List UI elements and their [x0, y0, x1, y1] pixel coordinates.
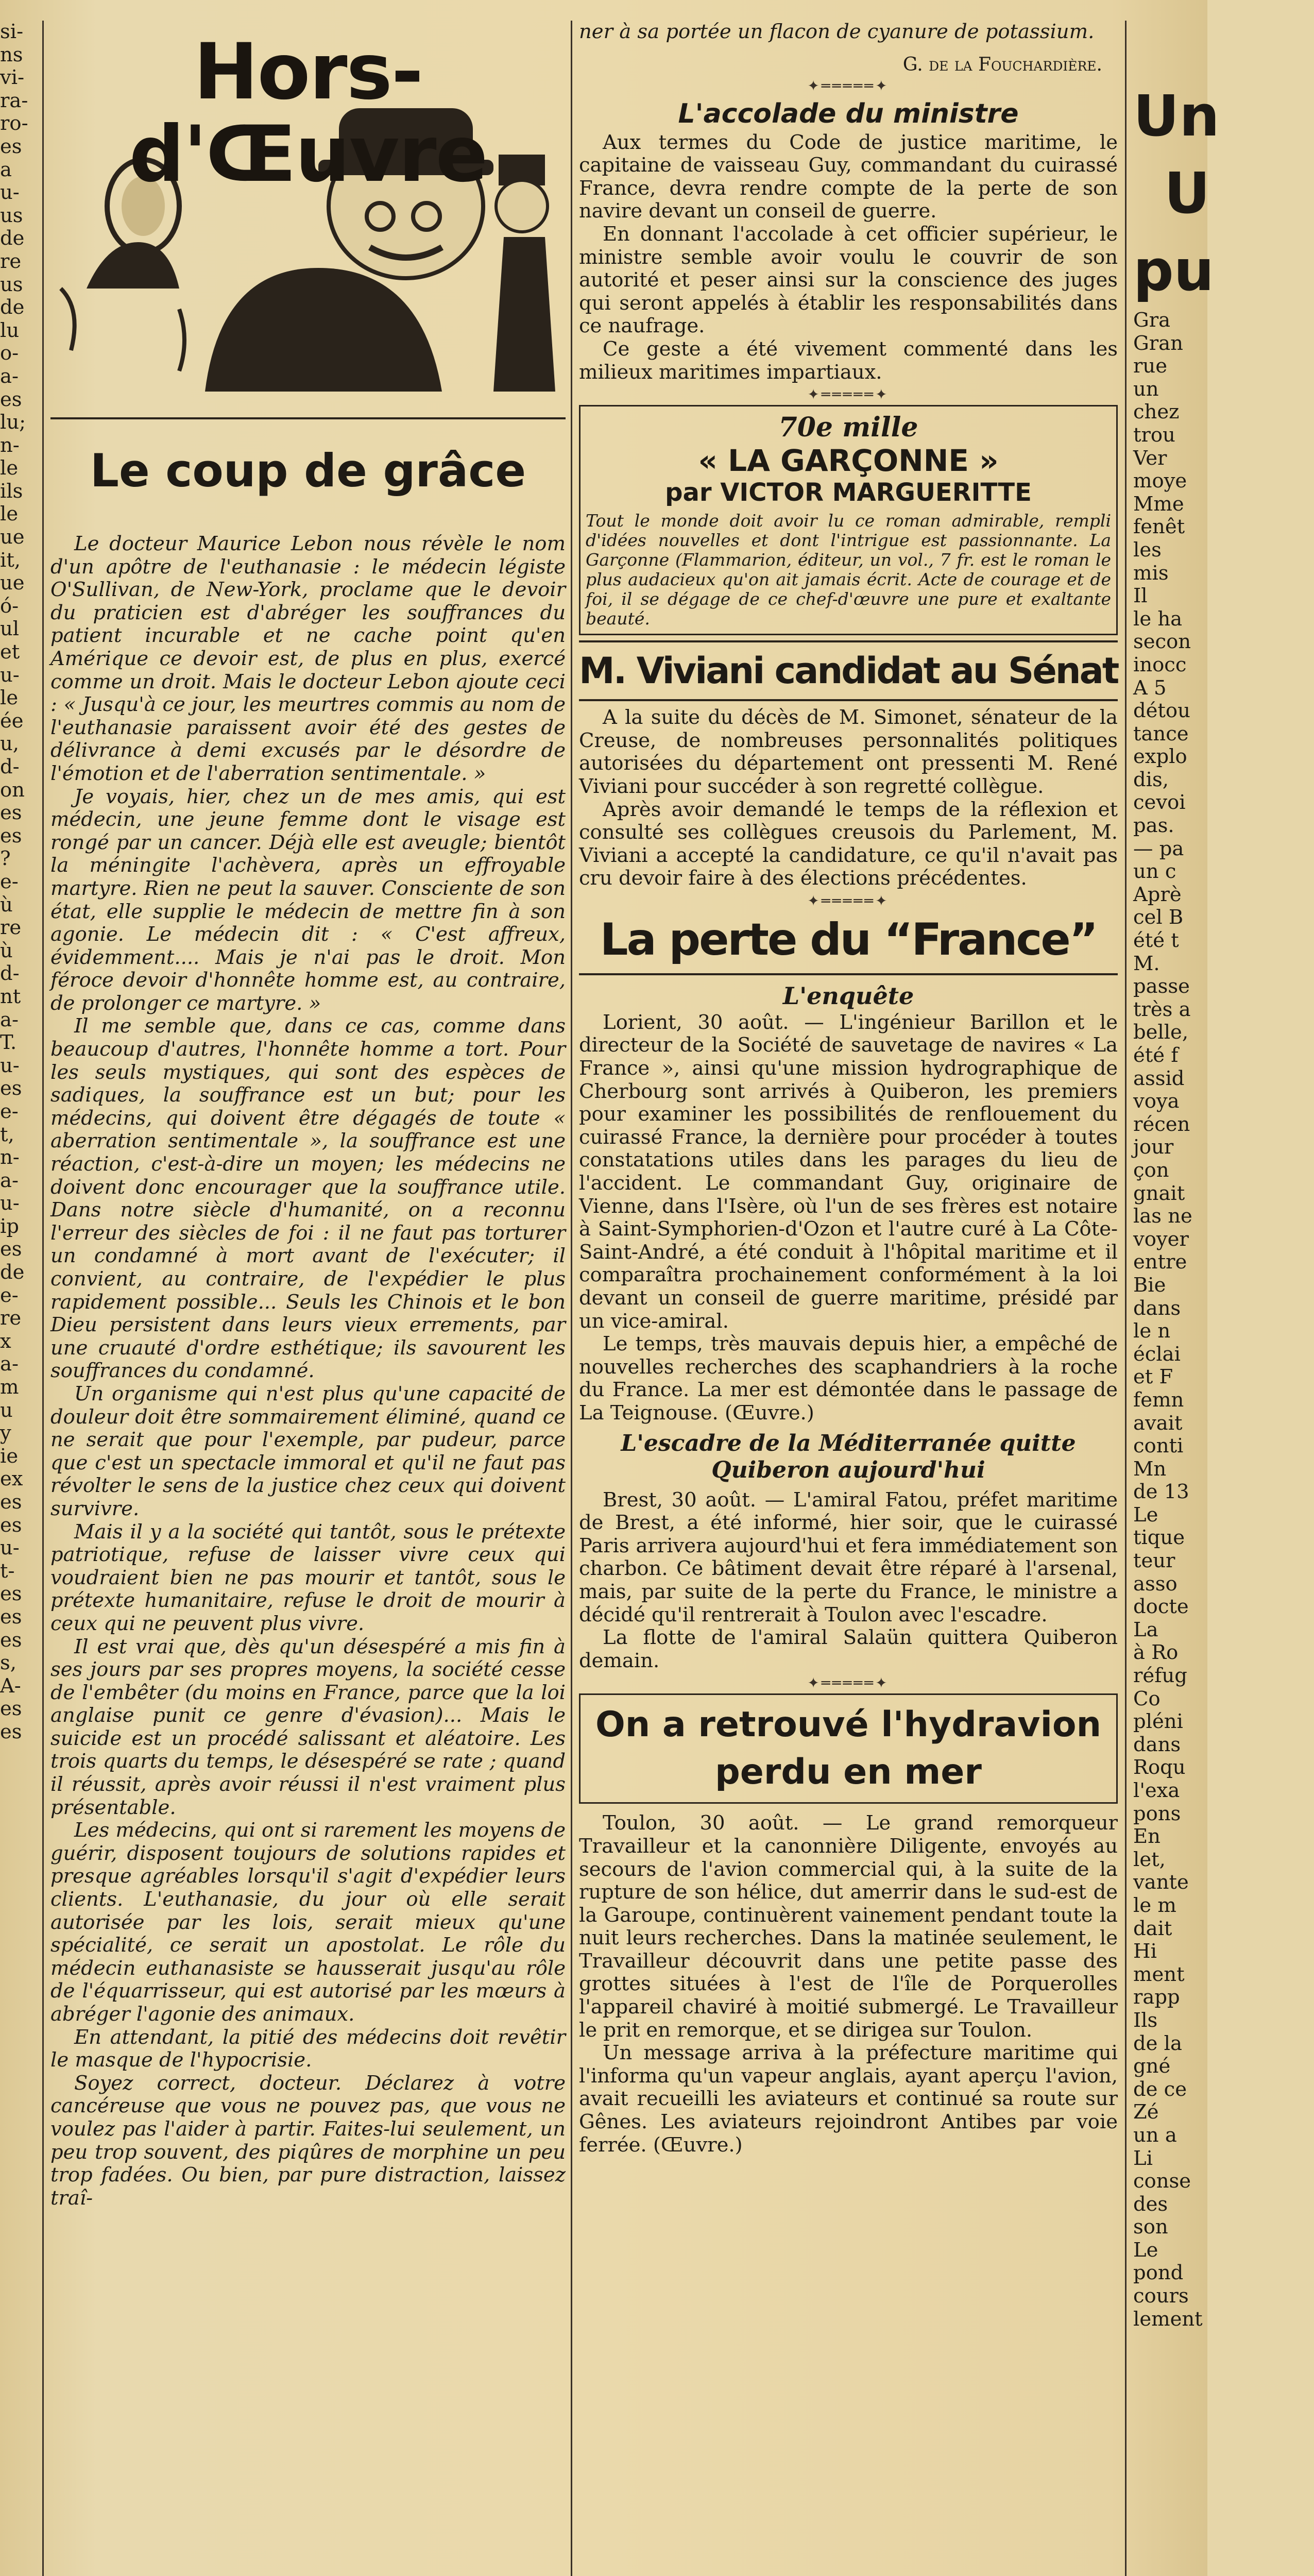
text-fragment: it,	[0, 548, 21, 572]
header-rule	[50, 417, 566, 419]
text-fragment: a-	[0, 364, 19, 388]
text-fragment: de 13	[1133, 1480, 1189, 1504]
paragraph: Toulon, 30 août. — Le grand remorqueur Travailleur et la canonnière Diligente, envoyés au secours de l'avion commercial qui, à la suite de la rupture de son hélice, dut amerrir dans le sud-est de la Garoupe, continuèrent vainement pendant toute la nuit leurs recherches. Dans la matinée seulement, le Travailleur découvrit dans une petite passe des grottes situées à l'est de l'île de Porquerolles l'appareil chaviré à moitié submergé. Le Travailleur le prit en remorque, et se dirigea sur Toulon.	[579, 1811, 1118, 2042]
text-fragment: dans	[1133, 1733, 1181, 1756]
article-body	[50, 533, 566, 2210]
text-fragment: u-	[0, 181, 20, 205]
text-fragment: et F	[1133, 1365, 1173, 1389]
text-fragment: femn	[1133, 1388, 1184, 1412]
text-fragment: a-	[0, 1008, 19, 1031]
text-fragment: ip	[0, 1214, 19, 1238]
text-fragment: vi-	[0, 66, 25, 90]
text-fragment: détou	[1133, 699, 1190, 723]
text-fragment: lu;	[0, 411, 26, 434]
hydravion-title: On a retrouvé l'hydravion perdu en mer	[595, 1704, 1102, 1793]
text-fragment: cours	[1133, 2284, 1189, 2308]
text-fragment: s,	[0, 1651, 16, 1675]
text-fragment: es	[0, 387, 22, 411]
hydravion-box	[579, 1693, 1118, 1804]
text-fragment: t,	[0, 1123, 14, 1146]
text-fragment: Mme	[1133, 492, 1184, 516]
continuation-text: ner à sa portée un flacon de cyanure de potassium.	[579, 20, 1095, 43]
accolade-body	[579, 131, 1118, 384]
text-fragment: ro-	[0, 112, 28, 135]
text-fragment: T.	[0, 1031, 17, 1055]
text-fragment: Le	[1133, 1503, 1158, 1527]
text-fragment: es	[0, 1582, 22, 1606]
rule	[579, 699, 1118, 701]
text-fragment: vante	[1133, 1871, 1189, 1894]
text-fragment: de	[0, 227, 25, 250]
france-title: La perte du “France”	[600, 913, 1097, 965]
paragraph: Ce geste a été vivement commenté dans les milieux maritimes impartiaux.	[579, 337, 1118, 384]
text-fragment: cevoi	[1133, 791, 1186, 815]
text-fragment: de la	[1133, 2031, 1182, 2055]
paragraph: Un organisme qui n'est plus qu'une capacité de douleur doit être sommairement éliminé, quand ce ne serait que pour l'exemple, par pudeur, parce que c'est un spectacle immoral et qu'il ne faut pas révolter le sens de la justice chez ceux qui doivent survivre.	[50, 1382, 566, 1520]
ad-mille: 70e mille	[778, 412, 918, 444]
column-rule-1	[42, 21, 44, 2576]
text-fragment: çon	[1133, 1158, 1169, 1182]
text-fragment: gnait	[1133, 1181, 1185, 1205]
rule	[579, 640, 1118, 642]
text-fragment: si-	[0, 20, 24, 43]
text-fragment: ment	[1133, 1962, 1185, 1986]
text-fragment: été t	[1133, 929, 1179, 953]
text-fragment: des	[1133, 2192, 1168, 2216]
paragraph: La flotte de l'amiral Salaün quittera Quiberon demain.	[579, 1626, 1118, 1672]
text-fragment: teur	[1133, 1549, 1175, 1573]
text-fragment: es	[0, 824, 22, 848]
text-fragment: Il	[1133, 584, 1148, 608]
text-fragment: Hi	[1133, 1940, 1157, 1963]
paragraph: A la suite du décès de M. Simonet, sénateur de la Creuse, de nombreuses personnalités politiques autorisées du département ont pressenti M. René Viviani pour succéder à son regretté collègue.	[579, 706, 1118, 798]
text-fragment: ra-	[0, 89, 28, 112]
text-fragment: es	[0, 1605, 22, 1629]
text-fragment: été f	[1133, 1044, 1179, 1067]
rule	[579, 973, 1118, 975]
column-1	[50, 0, 566, 2576]
text-fragment: fenêt	[1133, 515, 1185, 539]
text-fragment: ue	[0, 526, 25, 549]
text-fragment: re	[0, 249, 22, 273]
text-fragment: le ha	[1133, 607, 1183, 631]
text-fragment: trou	[1133, 423, 1175, 447]
col3-head-3: pu	[1133, 238, 1215, 303]
paragraph: Brest, 30 août. — L'amiral Fatou, préfet maritime de Brest, a été informé, hier soir, que le cuirassé Paris arrivera aujourd'hui et fera immédiatement son charbon. Ce bâtiment devait être réparé à l'arsenal, mais, par suite de la perte du France, le ministre a décidé qu'il rentrerait à Toulon avec l'escadre.	[579, 1488, 1118, 1626]
text-fragment: récen	[1133, 1112, 1190, 1136]
text-fragment: et	[0, 640, 20, 664]
text-fragment: éclai	[1133, 1342, 1181, 1366]
text-fragment: secon	[1133, 630, 1191, 654]
text-fragment: e-	[0, 870, 19, 893]
text-fragment: asso	[1133, 1572, 1178, 1596]
text-fragment: re	[0, 916, 22, 940]
text-fragment: docte	[1133, 1595, 1189, 1619]
text-fragment: u	[0, 1398, 13, 1422]
text-fragment: us	[0, 204, 23, 227]
text-fragment: pléni	[1133, 1710, 1183, 1734]
text-fragment: e-	[0, 1099, 19, 1123]
text-fragment: La	[1133, 1618, 1158, 1641]
column-3-cropped	[1133, 0, 1220, 2576]
paragraph: En donnant l'accolade à cet officier supérieur, le ministre semble avoir voulu le couvrir de son autorité et peser ainsi sur la conscience des juges qui seront appelés à établir les responsabilités dans ce naufrage.	[579, 222, 1118, 338]
left-margin-fragments	[0, 0, 40, 1744]
text-fragment: ó-	[0, 594, 19, 618]
text-fragment: ul	[0, 617, 20, 641]
text-fragment: es	[0, 1513, 22, 1537]
text-fragment: En	[1133, 1825, 1161, 1849]
text-fragment: gné	[1133, 2055, 1171, 2078]
text-fragment: a-	[0, 1352, 19, 1376]
text-fragment: Bie	[1133, 1273, 1166, 1297]
text-fragment: cel B	[1133, 906, 1184, 929]
text-fragment: M.	[1133, 952, 1160, 975]
paragraph: Il est vrai que, dès qu'un désespéré a mis fin à ses jours par ses propres moyens, la société cesse de l'embêter (du moins en France, parce que la loi anglaise punit ce genre d'évasion)... Mais le suicide est un procédé salissant et aléatoire. Les trois quarts du temps, le désespéré se rate ; quand il réussit, après avoir réussi il n'est vraiment plus présentable.	[50, 1635, 566, 1819]
text-fragment: las ne	[1133, 1205, 1192, 1228]
text-fragment: pond	[1133, 2261, 1184, 2285]
paragraph: Un message arriva à la préfecture maritime qui l'informa qu'un vapeur anglais, ayant aperçu l'avion, avait recueilli les aviateurs et continué sa route sur Gênes. Les aviateurs rejoindront Antibes par voie ferrée. (Œuvre.)	[579, 2041, 1118, 2157]
text-fragment: chez	[1133, 400, 1180, 424]
text-fragment: u,	[0, 732, 20, 756]
text-fragment: Zé	[1133, 2100, 1159, 2124]
text-fragment: Li	[1133, 2146, 1153, 2170]
text-fragment: explo	[1133, 745, 1187, 769]
text-fragment: le n	[1133, 1319, 1171, 1343]
text-fragment: lu	[0, 318, 20, 342]
text-fragment: y	[0, 1421, 11, 1445]
text-fragment: ie	[0, 1444, 19, 1468]
text-fragment: lement	[1133, 2307, 1203, 2331]
text-fragment: ?	[0, 847, 11, 871]
text-fragment: de	[0, 1261, 25, 1284]
text-fragment: entre	[1133, 1250, 1187, 1274]
text-fragment: es	[0, 1697, 22, 1721]
paragraph: Lorient, 30 août. — L'ingénieur Barillon et le directeur de la Société de sauvetage de navires « La France », ainsi qu'une mission hydrographique de Cherbourg sont arrivés à Quiberon, les premiers pour examiner les possibilités de renflouement du cuirassé France, la dernière pour procéder à toutes constatations utiles dans les parages du lieu de l'accident. Le commandant Guy, originaire de Vienne, dans l'Isère, où l'un de ses frères est notaire à Saint-Symphorien-d'Ozon et l'autre curé à La Côte-Saint-André, a été conduit à l'hôpital maritime et il comparaîtra prochainement conformément à la loi devant un conseil de guerre maritime, présidé par un vice-amiral.	[579, 1010, 1118, 1333]
text-fragment: Le	[1133, 2238, 1158, 2262]
author-signature: G. de la Fouchardière.	[902, 54, 1102, 75]
text-fragment: ils	[0, 479, 23, 503]
text-fragment: pas.	[1133, 814, 1174, 838]
text-fragment: de ce	[1133, 2077, 1187, 2101]
text-fragment: conse	[1133, 2170, 1191, 2193]
text-fragment: us	[0, 273, 23, 296]
text-fragment: mis	[1133, 561, 1169, 585]
text-fragment: es	[0, 1720, 22, 1743]
hydravion-body	[579, 1812, 1118, 2157]
separator: ✦═════✦	[807, 892, 890, 909]
text-fragment: rapp	[1133, 1986, 1180, 2009]
text-fragment: ù	[0, 893, 13, 917]
hors-doeuvre-heading: Hors-d'Œuvre	[129, 27, 487, 199]
column-2	[579, 0, 1118, 2576]
text-fragment: belle,	[1133, 1021, 1189, 1044]
viviani-body	[579, 706, 1118, 890]
text-fragment: le m	[1133, 1893, 1176, 1917]
text-fragment: réfug	[1133, 1664, 1187, 1688]
text-fragment: un c	[1133, 860, 1176, 884]
text-fragment: u-	[0, 1192, 20, 1215]
text-fragment: le	[0, 456, 19, 480]
hors-doeuvre-header	[50, 0, 566, 412]
text-fragment: A-	[0, 1674, 21, 1698]
text-fragment: un	[1133, 377, 1159, 401]
paragraph: Le temps, très mauvais depuis hier, a empêché de nouvelles recherches des scaphandriers à la roche du France. La mer est démontée dans le passage de La Teignouse. (Œuvre.)	[579, 1332, 1118, 1425]
paragraph: Je voyais, hier, chez un de mes amis, qui est médecin, une jeune femme dont le visage est rongé par un cancer. Déjà elle est aveugle; bientôt la méningite l'achèvera, après un effroyable martyre. Rien ne peut la sauver. Consciente de son état, elle supplie le médecin de mettre fin à son agonie. Le médecin dit : « C'est affreux, évidemment.... Mais je n'ai pas le droit. Mon féroce devoir d'honnête homme est, au contraire, de prolonger ce martyre. »	[50, 785, 566, 1015]
text-fragment: re	[0, 1307, 22, 1330]
separator: ✦═════✦	[807, 77, 890, 94]
text-fragment: conti	[1133, 1434, 1184, 1458]
text-fragment: les	[1133, 538, 1162, 562]
accolade-title: L'accolade du ministre	[678, 98, 1019, 129]
text-fragment: voyer	[1133, 1227, 1189, 1251]
column-rule-2	[571, 21, 572, 2576]
text-fragment: l'exa	[1133, 1779, 1180, 1802]
text-fragment: passe	[1133, 975, 1190, 998]
text-fragment: a-	[0, 1168, 19, 1192]
col3-head-2: U	[1164, 160, 1210, 226]
text-fragment: on	[0, 778, 25, 802]
text-fragment: x	[0, 1329, 11, 1353]
text-fragment: u-	[0, 663, 20, 687]
text-fragment: es	[0, 1628, 22, 1652]
text-fragment: es	[0, 1238, 22, 1261]
col3-head-1: Un	[1133, 83, 1220, 149]
column-rule-3	[1125, 21, 1127, 2576]
text-fragment: n-	[0, 1146, 20, 1170]
text-fragment: u-	[0, 1054, 20, 1077]
text-fragment: le	[0, 686, 19, 710]
text-fragment: un a	[1133, 2123, 1177, 2147]
text-fragment: ù	[0, 939, 13, 962]
text-fragment: de	[0, 296, 25, 319]
text-fragment: Roqu	[1133, 1756, 1186, 1780]
text-fragment: dis,	[1133, 768, 1169, 791]
text-fragment: es	[0, 134, 22, 158]
text-fragment: n-	[0, 433, 20, 457]
text-fragment: — pa	[1133, 837, 1184, 860]
paragraph: Les médecins, qui ont si rarement les moyens de guérir, disposent toujours de solutions rapides et presque agréables lorsqu'il s'agit d'expédier leurs clients. L'euthanasie, du jour où elle serait autorisée par les lois, serait mieux qu'une spécialité, ce serait un apostolat. Le rôle du médecin euthanasiste se hausserait jusqu'au rôle de l'équarrisseur, qui est autorisé par les mœurs à abréger l'agonie des animaux.	[50, 1819, 566, 2026]
ad-author: par VICTOR MARGUERITTE	[665, 478, 1032, 507]
paragraph: Il me semble que, dans ce cas, comme dans beaucoup d'autres, l'honnête homme a tort. Pour les seuls mystiques, qui sont des espèces de sadiques, la souffrance est un but; pour les médecins, qui doivent être dégagés de toute « aberration sentimentale », la souffrance est une réaction, c'est-à-dire un moyen; les médecins ne doivent donc encourager que la souffrance utile. Dans notre siècle d'humanité, on a reconnu l'erreur des siècles de foi : il ne faut pas torturer un condamné à mort avant de l'exécuter; il convient, au contraire, de l'expédier le plus rapidement possible... Seuls les Chinois et le bon Dieu persistent dans leurs vieux errements, par une cruauté d'ordre esthétique; ils savourent les souffrances du condamné.	[50, 1014, 566, 1383]
text-fragment: es	[0, 1077, 22, 1100]
text-fragment: ue	[0, 571, 25, 595]
ad-box	[579, 405, 1118, 635]
text-fragment: d-	[0, 755, 20, 778]
text-fragment: let,	[1133, 1848, 1166, 1871]
article-title: Le coup de grâce	[90, 444, 526, 497]
text-fragment: ex	[0, 1467, 23, 1491]
text-fragment: tique	[1133, 1526, 1185, 1550]
text-fragment: o-	[0, 342, 19, 365]
text-fragment: tance	[1133, 722, 1189, 745]
text-fragment: jour	[1133, 1136, 1174, 1159]
viviani-title: M. Viviani candidat au Sénat	[579, 650, 1118, 692]
escadre-body	[579, 1489, 1118, 1673]
text-fragment: moye	[1133, 469, 1187, 493]
france-subtitle: L'enquête	[782, 981, 914, 1010]
text-fragment: rue	[1133, 354, 1167, 378]
text-fragment: avait	[1133, 1411, 1183, 1435]
text-fragment: es	[0, 1490, 22, 1514]
left-margin-column	[0, 0, 40, 2576]
ad-book: « LA GARÇONNE »	[698, 443, 999, 479]
paragraph: Mais il y a la société qui tantôt, sous le prétexte patriotique, refuse de laisser vivre ceux qui voudraient bien ne pas mourir et tantôt, sous le prétexte humanitaire, refuse le droit de mourir à ceux qui ne peuvent plus vivre.	[50, 1520, 566, 1635]
text-fragment: a	[0, 158, 12, 181]
text-fragment: Aprè	[1133, 883, 1182, 906]
france-body	[579, 1011, 1118, 1425]
paragraph: Après avoir demandé le temps de la réflexion et consulté ses collègues creusois du Parlement, M. Viviani a accepté la candidature, ce qu'il n'avait pas cru devoir faire à des élections précédentes.	[579, 798, 1118, 890]
escadre-title: L'escadre de la Méditerranée quitte Quiberon aujourd'hui	[621, 1430, 1076, 1483]
text-fragment: d-	[0, 962, 20, 986]
text-fragment: Gran	[1133, 331, 1183, 355]
text-fragment: A 5	[1133, 676, 1167, 700]
text-fragment: dans	[1133, 1296, 1181, 1320]
text-fragment: m	[0, 1376, 19, 1399]
col3-fragments	[1133, 309, 1207, 2331]
paragraph: Soyez correct, docteur. Déclarez à votre cancéreuse que vous ne pouvez pas, que vous ne voulez pas l'aider à partir. Faites-lui seulement, un peu trop souvent, des piqûres de morphine un peu trop fadées. Ou bien, par pure distraction, laissez traî-	[50, 2071, 566, 2210]
text-fragment: inocc	[1133, 653, 1187, 676]
text-fragment: Gra	[1133, 309, 1171, 332]
separator: ✦═════✦	[807, 386, 890, 403]
text-fragment: t-	[0, 1559, 15, 1583]
text-fragment: Ver	[1133, 446, 1167, 470]
text-fragment: es	[0, 801, 22, 825]
text-fragment: très a	[1133, 997, 1191, 1021]
ad-text: Tout le monde doit avoir lu ce roman admirable, rempli d'idées nouvelles et dont l'intrigue est passionnante. La Garçonne (Flammarion, éditeur, un vol., 7 fr. est le roman le plus audacieux qu'on ait jamais écrit. Acte de courage et de foi, il se dégage de ce chef-d'œuvre une pure et exaltante beauté.	[586, 511, 1111, 629]
text-fragment: Co	[1133, 1687, 1161, 1710]
text-fragment: assid	[1133, 1066, 1185, 1090]
text-fragment: dait	[1133, 1917, 1172, 1940]
text-fragment: u-	[0, 1536, 20, 1560]
text-fragment: Mn	[1133, 1457, 1167, 1481]
text-fragment: ns	[0, 43, 23, 66]
text-fragment: à Ro	[1133, 1641, 1179, 1665]
text-fragment: e-	[0, 1283, 19, 1307]
text-fragment: Ils	[1133, 2008, 1158, 2032]
text-fragment: voya	[1133, 1090, 1180, 1113]
separator: ✦═════✦	[807, 1674, 890, 1692]
paragraph: Le docteur Maurice Lebon nous révèle le nom d'un apôtre de l'euthanasie : le médecin légiste O'Sullivan, de New-York, proclame que le devoir du praticien est d'abréger les souffrances du patient incurable et ne cache point qu'en Amérique ce devoir est, de plus en plus, exercé comme un droit. Mais le docteur Lebon ajoute ceci : « Jusqu'à ce jour, les meurtres commis au nom de l'euthanasie paraissent avoir été des gestes de délivrance à demi excusés par le désordre de l'émotion et de l'aberration sentimentale. »	[50, 532, 566, 785]
text-fragment: son	[1133, 2215, 1168, 2239]
text-fragment: ée	[0, 709, 24, 733]
text-fragment: pons	[1133, 1802, 1181, 1825]
paragraph: En attendant, la pitié des médecins doit revêtir le masque de l'hypocrisie.	[50, 2025, 566, 2072]
text-fragment: nt	[0, 985, 21, 1008]
paragraph: Aux termes du Code de justice maritime, le capitaine de vaisseau Guy, commandant du cuirassé France, devra rendre compte de la perte de son navire devant un conseil de guerre.	[579, 130, 1118, 223]
text-fragment: le	[0, 502, 19, 526]
